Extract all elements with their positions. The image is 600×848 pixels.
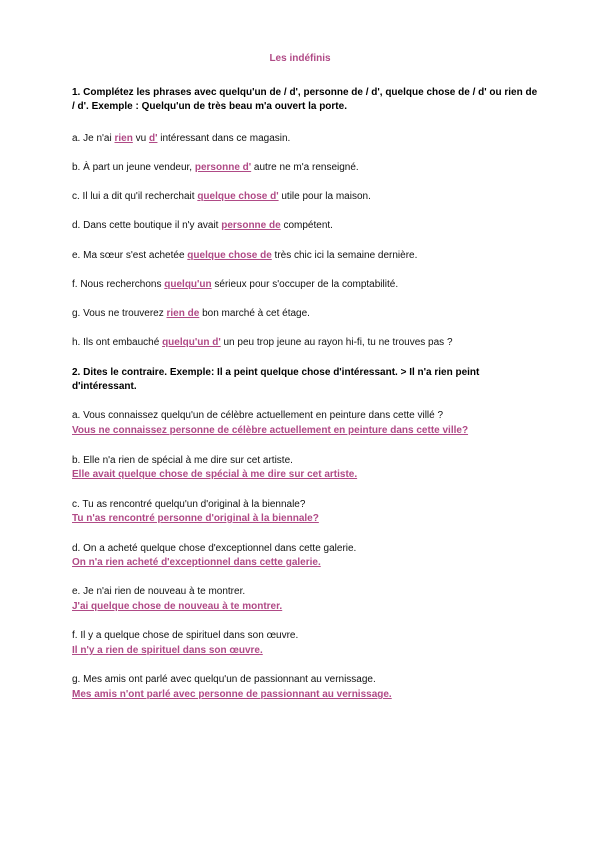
item-text: b. À part un jeune vendeur, bbox=[72, 162, 195, 173]
item-text: g. Vous ne trouverez bbox=[72, 308, 167, 319]
ex1-item-e bbox=[72, 250, 542, 262]
answer-text: rien de bbox=[166, 308, 200, 319]
item-text: c. Il lui a dit qu'il recherchait bbox=[72, 191, 198, 202]
answer-text: quelque chose de bbox=[187, 250, 272, 261]
item-text: vu bbox=[132, 133, 149, 144]
ex2-answer-c: Tu n'as rencontré personne d'original à la biennale? bbox=[72, 513, 319, 524]
answer-text: quelqu'un bbox=[164, 279, 212, 290]
ex2-answer-e: J'ai quelque chose de nouveau à te montrer. bbox=[72, 601, 283, 612]
ex2-answer-f: Il n'y a rien de spirituel dans son œuvre. bbox=[72, 645, 263, 656]
item-text: compétent. bbox=[280, 220, 333, 231]
item-text: bon marché à cet étage. bbox=[199, 308, 310, 319]
ex2-answer-a: Vous ne connaissez personne de célèbre actuellement en peinture dans cette ville? bbox=[72, 425, 469, 436]
ex2-question-e: e. Je n'ai rien de nouveau à te montrer. bbox=[72, 586, 246, 597]
ex1-item-d bbox=[72, 220, 542, 232]
ex2-question-b: b. Elle n'a rien de spécial à me dire sur cet artiste. bbox=[72, 455, 293, 466]
ex1-item-b bbox=[72, 162, 542, 174]
item-text: sérieux pour s'occuper de la comptabilité. bbox=[211, 279, 399, 290]
answer-text: rien bbox=[114, 133, 133, 144]
item-text: a. Je n'ai bbox=[72, 133, 115, 144]
item-text: intéressant dans ce magasin. bbox=[157, 133, 291, 144]
item-text: d. Dans cette boutique il n'y avait bbox=[72, 220, 222, 231]
ex1-item-f bbox=[72, 279, 542, 291]
exercise2-heading: 2. Dites le contraire. Exemple: Il a peint quelque chose d'intéressant. > Il n'a rien peint d'intéressant. bbox=[72, 367, 480, 392]
ex1-item-c bbox=[72, 191, 542, 203]
ex2-question-c: c. Tu as rencontré quelqu'un d'original à la biennale? bbox=[72, 499, 306, 510]
ex1-item-h bbox=[72, 337, 542, 349]
item-text: très chic ici la semaine dernière. bbox=[271, 250, 418, 261]
ex2-question-f: f. Il y a quelque chose de spirituel dans son œuvre. bbox=[72, 630, 299, 641]
item-text: f. Nous recherchons bbox=[72, 279, 165, 290]
ex2-question-a: a. Vous connaissez quelqu'un de célèbre actuellement en peinture dans cette villé ? bbox=[72, 410, 444, 421]
item-text: e. Ma sœur s'est achetée bbox=[72, 250, 188, 261]
ex2-answer-g: Mes amis n'ont parlé avec personne de passionnant au vernissage. bbox=[72, 689, 392, 700]
ex2-question-d: d. On a acheté quelque chose d'exceptionnel dans cette galerie. bbox=[72, 543, 357, 554]
ex2-answer-b: Elle avait quelque chose de spécial à me dire sur cet artiste. bbox=[72, 469, 358, 480]
exercise1-heading: 1. Complétez les phrases avec quelqu'un de / d', personne de / d', quelque chose de / d' ou rien de / d'. Exemple : Quelqu'un de très beau m'a ouvert la porte. bbox=[72, 87, 538, 112]
item-text: h. Ils ont embauché bbox=[72, 337, 163, 348]
answer-text: quelqu'un d' bbox=[162, 337, 221, 348]
ex2-question-g: g. Mes amis ont parlé avec quelqu'un de passionnant au vernissage. bbox=[72, 674, 376, 685]
answer-text: personne de bbox=[221, 220, 281, 231]
item-text: utile pour la maison. bbox=[278, 191, 371, 202]
ex2-answer-d: On n'a rien acheté d'exceptionnel dans cette galerie. bbox=[72, 557, 321, 568]
item-text: un peu trop jeune au rayon hi-fi, tu ne trouves pas ? bbox=[220, 337, 453, 348]
ex1-item-g bbox=[72, 308, 542, 320]
ex1-item-a bbox=[72, 133, 542, 145]
page-title: Les indéfinis bbox=[269, 53, 331, 64]
answer-text: quelque chose d' bbox=[197, 191, 279, 202]
answer-text: d' bbox=[148, 133, 158, 144]
answer-text: personne d' bbox=[194, 162, 252, 173]
item-text: autre ne m'a renseigné. bbox=[251, 162, 359, 173]
